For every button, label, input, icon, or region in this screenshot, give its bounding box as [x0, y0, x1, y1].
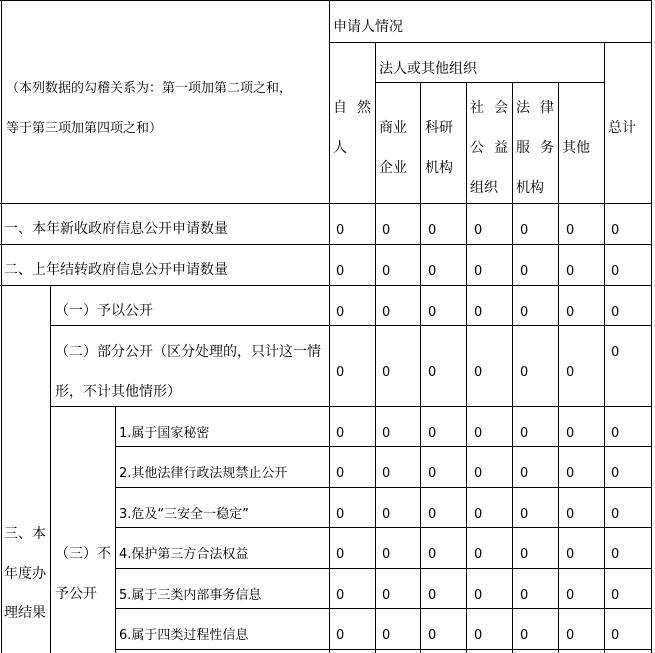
- value-cell: 0: [428, 426, 437, 441]
- value-cell: 0: [382, 588, 391, 603]
- value-cell: 0: [336, 264, 345, 279]
- value-cell: 0: [611, 264, 620, 279]
- legal-service-header: 法: [516, 100, 530, 116]
- value-cell: 0: [566, 365, 575, 380]
- sub-row-label: 1.属于国家秘密: [119, 426, 210, 441]
- value-cell: 0: [520, 466, 529, 481]
- sub-row-label: 4.保护第三方合法权益: [119, 547, 249, 562]
- total-header: 总计: [608, 120, 636, 136]
- value-cell: 0: [611, 426, 620, 441]
- grid-line: [329, 0, 330, 653]
- grid-line: [375, 42, 376, 653]
- value-cell: 0: [566, 305, 575, 320]
- value-cell: 0: [474, 507, 483, 522]
- note-line-1: （本列数据的勾稽关系为：第一项加第二项之和，: [6, 81, 293, 96]
- value-cell: 0: [336, 466, 345, 481]
- natural-person-header: 人: [333, 140, 347, 156]
- value-cell: 0: [520, 588, 529, 603]
- value-cell: 0: [474, 365, 483, 380]
- value-cell: 0: [566, 466, 575, 481]
- social-header: 益: [494, 140, 508, 156]
- business-header: 商业: [379, 120, 407, 136]
- sub-row-label: 2.其他法律行政法规禁止公开: [119, 466, 288, 481]
- value-cell: 0: [520, 547, 529, 562]
- value-cell: 0: [382, 547, 391, 562]
- social-header: 公: [470, 140, 484, 156]
- value-cell: 0: [474, 588, 483, 603]
- value-cell: 0: [382, 365, 391, 380]
- value-cell: 0: [520, 507, 529, 522]
- value-cell: 0: [611, 507, 620, 522]
- value-cell: 0: [382, 426, 391, 441]
- value-cell: 0: [336, 507, 345, 522]
- grid-line: [115, 406, 116, 653]
- social-header: 社: [470, 100, 484, 116]
- value-cell: 0: [611, 466, 620, 481]
- value-cell: 0: [428, 305, 437, 320]
- value-cell: 0: [566, 426, 575, 441]
- value-cell: 0: [611, 628, 620, 643]
- grid-line: [115, 568, 652, 569]
- value-cell: 0: [336, 547, 345, 562]
- value-cell: 0: [520, 223, 529, 238]
- research-header: 机构: [425, 160, 453, 176]
- value-cell: 0: [428, 264, 437, 279]
- value-cell: 0: [428, 628, 437, 643]
- row-label-carried-over: 二、上年结转政府信息公开申请数量: [4, 262, 228, 278]
- value-cell: 0: [428, 507, 437, 522]
- row-label-partial: （二）部分公开（区分处理的，只计这一情: [55, 344, 321, 360]
- value-cell: 0: [336, 223, 345, 238]
- social-header: 会: [494, 100, 508, 116]
- value-cell: 0: [428, 588, 437, 603]
- grid-line: [0, 203, 652, 204]
- value-cell: 0: [428, 547, 437, 562]
- sub-row-label: 6.属于四类过程性信息: [119, 628, 249, 643]
- value-cell: 0: [474, 426, 483, 441]
- grid-line: [50, 325, 652, 326]
- value-cell: 0: [566, 264, 575, 279]
- grid-line: [604, 42, 605, 653]
- grid-line: [466, 82, 467, 653]
- grid-line: [512, 82, 513, 653]
- value-cell: 0: [611, 305, 620, 320]
- grid-line: [0, 0, 652, 1]
- value-cell: 0: [474, 264, 483, 279]
- value-cell: 0: [474, 305, 483, 320]
- group-label-results: 年度办: [4, 566, 46, 582]
- grid-line: [115, 608, 652, 609]
- natural-person-header: 然: [357, 100, 371, 116]
- grid-line: [115, 487, 652, 488]
- value-cell: 0: [474, 466, 483, 481]
- grid-line: [115, 527, 652, 528]
- value-cell: 0: [336, 305, 345, 320]
- business-header: 企业: [379, 160, 407, 176]
- value-cell: 0: [382, 305, 391, 320]
- row-label-disclosed: （一）予以公开: [55, 303, 153, 319]
- value-cell: 0: [474, 223, 483, 238]
- other-header: 其他: [562, 140, 590, 156]
- legal-service-header: 务: [540, 140, 554, 156]
- value-cell: 0: [611, 547, 620, 562]
- value-cell: 0: [428, 466, 437, 481]
- grid-line: [420, 82, 421, 653]
- legal-service-header: 律: [540, 100, 554, 116]
- value-cell: 0: [520, 305, 529, 320]
- value-cell: 0: [336, 628, 345, 643]
- grid-line: [0, 244, 652, 245]
- grid-line: [0, 285, 652, 286]
- group-label-not-disclosed: （三）不: [55, 546, 111, 562]
- group-label-results: 三、本: [4, 526, 46, 542]
- value-cell: 0: [566, 547, 575, 562]
- value-cell: 0: [382, 507, 391, 522]
- group-label-results: 理结果: [4, 605, 46, 621]
- value-cell: 0: [474, 547, 483, 562]
- value-cell: 0: [611, 345, 620, 360]
- value-cell: 0: [566, 223, 575, 238]
- grid-line: [651, 0, 652, 653]
- value-cell: 0: [336, 426, 345, 441]
- value-cell: 0: [520, 365, 529, 380]
- value-cell: 0: [611, 588, 620, 603]
- value-cell: 0: [336, 588, 345, 603]
- value-cell: 0: [428, 223, 437, 238]
- sub-row-label: 5.属于三类内部事务信息: [119, 588, 262, 603]
- grid-line: [115, 649, 652, 650]
- value-cell: 0: [382, 466, 391, 481]
- row-label-new-requests: 一、本年新收政府信息公开申请数量: [4, 221, 228, 237]
- note-line-2: 等于第三项加第四项之和）: [6, 121, 163, 136]
- grid-line: [375, 82, 604, 83]
- value-cell: 0: [382, 223, 391, 238]
- value-cell: 0: [428, 365, 437, 380]
- value-cell: 0: [520, 264, 529, 279]
- value-cell: 0: [520, 628, 529, 643]
- value-cell: 0: [566, 507, 575, 522]
- grid-line: [50, 406, 652, 407]
- natural-person-header: 自: [333, 100, 347, 116]
- applicant-situation-header: 申请人情况: [333, 19, 403, 35]
- sub-row-label: 3.危及“三安全一稳定”: [119, 507, 249, 522]
- value-cell: 0: [566, 588, 575, 603]
- value-cell: 0: [474, 628, 483, 643]
- legal-service-header: 机构: [516, 180, 544, 196]
- research-header: 科研: [425, 120, 453, 136]
- grid-line: [50, 285, 51, 653]
- legal-service-header: 服: [516, 140, 530, 156]
- social-header: 组织: [470, 180, 498, 196]
- value-cell: 0: [566, 628, 575, 643]
- grid-line: [558, 82, 559, 653]
- group-label-not-disclosed: 予公开: [55, 586, 97, 602]
- legal-org-header: 法人或其他组织: [379, 61, 477, 77]
- value-cell: 0: [336, 365, 345, 380]
- grid-line: [115, 446, 652, 447]
- row-label-partial: 形，不计其他情形）: [55, 384, 181, 400]
- value-cell: 0: [382, 628, 391, 643]
- grid-line: [1, 0, 2, 653]
- value-cell: 0: [520, 426, 529, 441]
- value-cell: 0: [382, 264, 391, 279]
- value-cell: 0: [611, 223, 620, 238]
